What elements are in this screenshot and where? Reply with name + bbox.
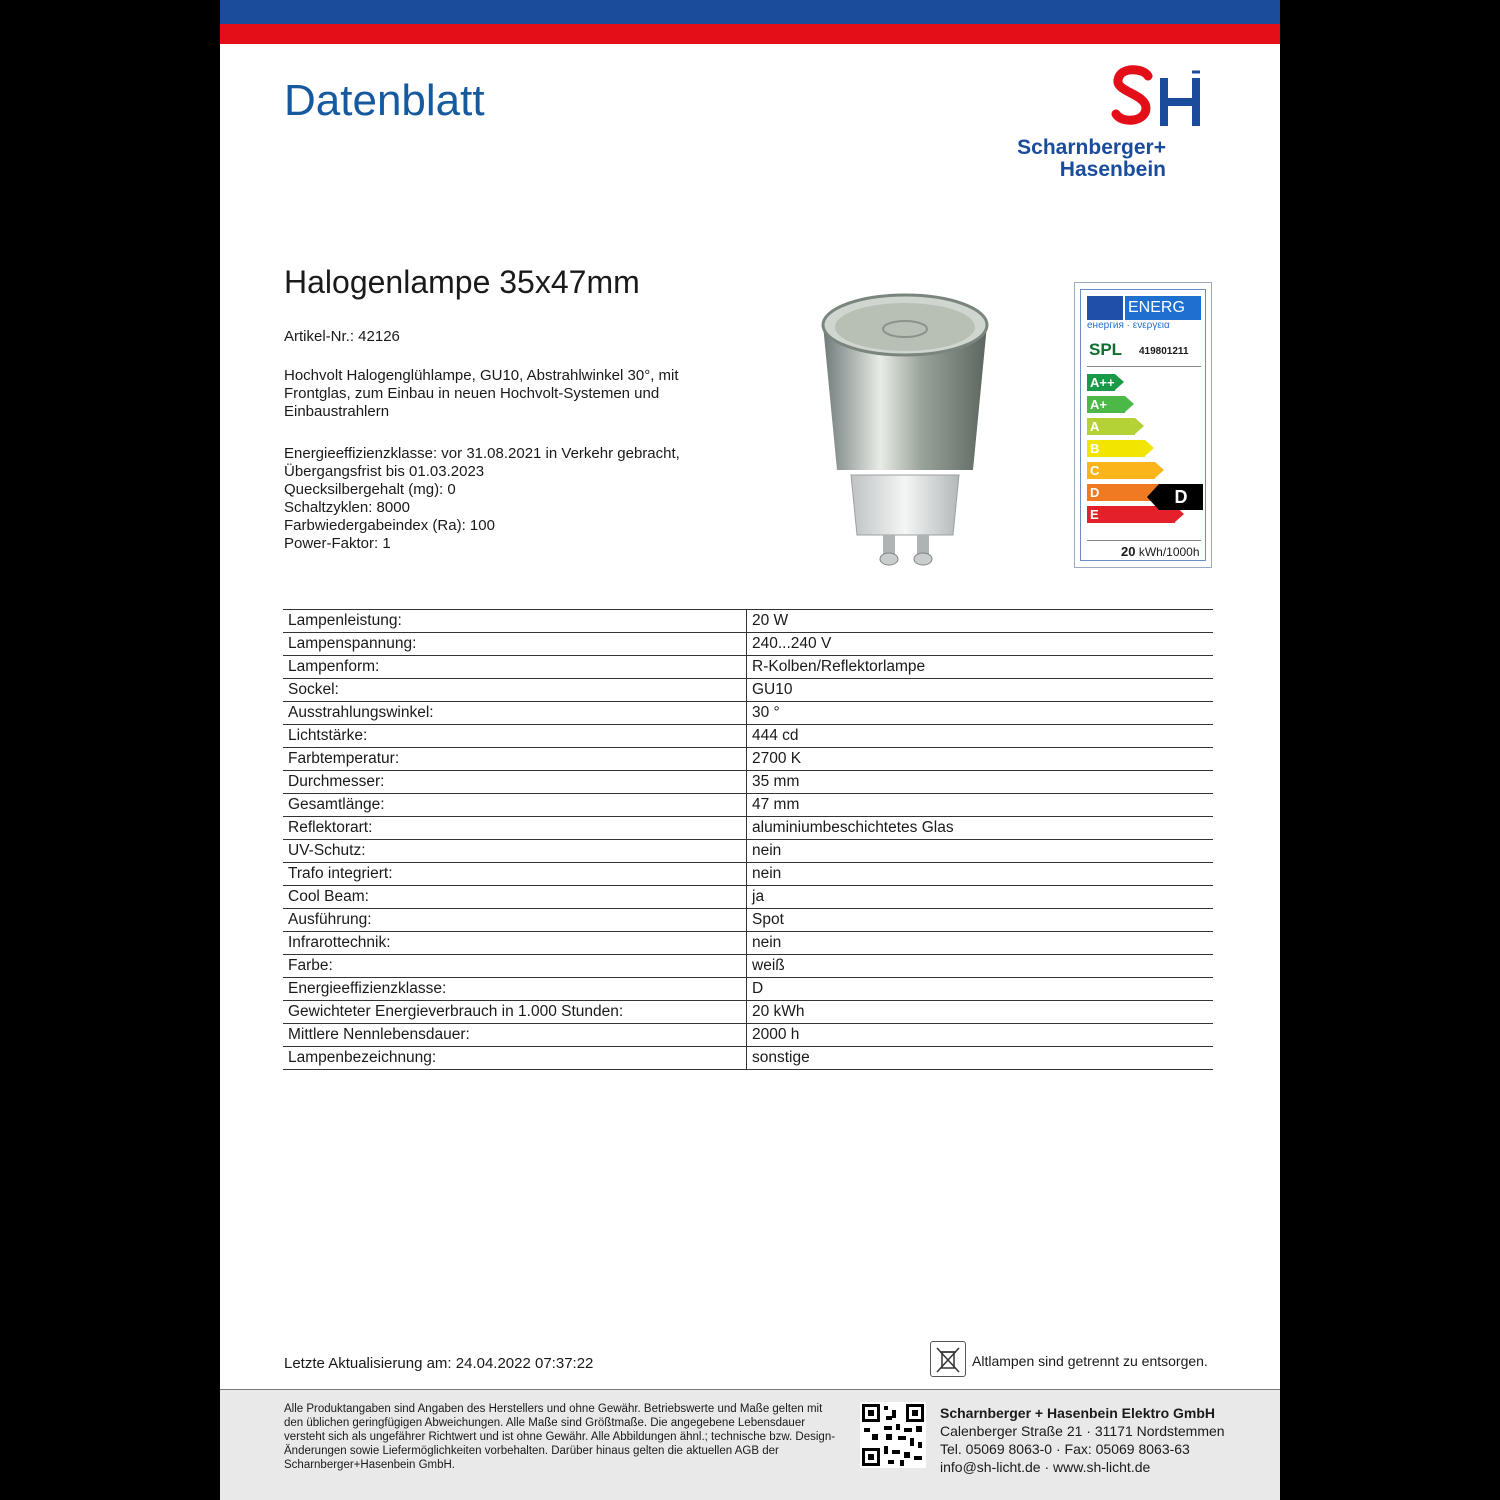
company-contact [940,1404,1225,1476]
spec-row [283,932,1213,955]
spec-key: Ausstrahlungswinkel: [283,702,747,725]
spec-key: Farbe: [283,955,747,978]
spec-row [283,909,1213,932]
header-red-band [220,24,1280,44]
spec-key: Sockel: [283,679,747,702]
spec-row [283,679,1213,702]
property-line: Farbwiedergabeindex (Ra): 100 [284,517,495,534]
spec-key: Ausführung: [283,909,747,932]
spec-row [283,955,1213,978]
spec-row [283,886,1213,909]
energy-class-bar: A [1087,418,1135,435]
energy-consumption [1121,544,1200,559]
spec-value: Spot [747,909,1214,932]
energy-label-frame [1080,289,1206,561]
spec-row [283,978,1213,1001]
spec-key: Gesamtlänge: [283,794,747,817]
property-line: Energieeffizienzklasse: vor 31.08.2021 in Verkehr gebracht, [284,445,680,462]
energy-class-bar: D [1087,484,1165,501]
spec-key: Energieeffizienzklasse: [283,978,747,1001]
spec-row [283,1024,1213,1047]
spec-key: UV-Schutz: [283,840,747,863]
footer [220,1389,1280,1500]
disposal-note: Altlampen sind getrennt zu entsorgen. [972,1353,1208,1369]
spec-key: Farbtemperatur: [283,748,747,771]
spec-row [283,817,1213,840]
spec-value: 444 cd [747,725,1214,748]
property-line: Übergangsfrist bis 01.03.2023 [284,463,485,480]
spec-value: 20 kWh [747,1001,1214,1024]
spec-row [283,771,1213,794]
spec-value: 2700 K [747,748,1214,771]
spec-key: Lampenbezeichnung: [283,1047,747,1070]
energy-consumption-value: 20 [1121,544,1136,559]
spec-value: 30 ° [747,702,1214,725]
company-name: Scharnberger + Hasenbein Elektro GmbH [940,1405,1216,1421]
energy-label-divider [1087,540,1201,541]
spec-row [283,725,1213,748]
company-phone: Tel. 05069 8063-0 · Fax: 05069 8063-63 [940,1441,1190,1457]
energy-label-divider [1087,366,1201,367]
logo-line-1: Scharnberger+ [1017,136,1166,159]
energy-label-languages: енергия · ενεργεια [1087,320,1170,331]
spec-value: 35 mm [747,771,1214,794]
energy-class-bar: A+ [1087,396,1125,413]
company-address: Calenberger Straße 21 · 31171 Nordstemmen [940,1423,1225,1439]
spec-row [283,702,1213,725]
spec-key: Lampenform: [283,656,747,679]
spec-key: Gewichteter Energieverbrauch in 1.000 Stunden: [283,1001,747,1024]
spec-value: R-Kolben/Reflektorlampe [747,656,1214,679]
product-description: Hochvolt Halogenglühlampe, GU10, Abstrahlwinkel 30°, mit Frontglas, zum Einbau in neuen Hochvolt-Systemen und Einbaustrahlern [284,367,679,420]
spec-table [283,609,1213,1070]
spec-value: D [747,978,1214,1001]
spec-key: Cool Beam: [283,886,747,909]
spec-key: Trafo integriert: [283,863,747,886]
legal-disclaimer: Alle Produktangaben sind Angaben des Herstellers und ohne Gewähr. Betriebswerte und Maße gelten mit den üblichen geringfügigen Abweichungen. Alle Maße sind Größtmaße. Die angegebene Lebensdauer versteht sich als ungefährer Richtwert und ist ohne Gewähr. Alle Abbildungen ähnl.; technische bzw. Design-Änderungen sowie Liefermöglichkeiten vorbehalten. Darüber hinaus gelten die aktuellen AGB der Scharnberger+Hasenbein GmbH. [284,1403,836,1471]
spec-value: weiß [747,955,1214,978]
spec-row [283,794,1213,817]
spec-row [283,656,1213,679]
property-line: Schaltzyklen: 8000 [284,499,410,516]
datasheet-page [220,0,1280,1500]
spec-key: Mittlere Nennlebensdauer: [283,1024,747,1047]
product-image-halogen-lamp [805,285,1005,585]
spec-key: Lampenspannung: [283,633,747,656]
spec-value: ja [747,886,1214,909]
spec-value: 240...240 V [747,633,1214,656]
energy-label-model: 419801211 [1139,346,1189,357]
sh-logo-mark [1108,64,1218,130]
eu-flag-icon [1087,296,1123,320]
property-line: Power-Faktor: 1 [284,535,391,552]
spec-row [283,1001,1213,1024]
spec-value: 20 W [747,610,1214,633]
spec-row [283,633,1213,656]
spec-key: Reflektorart: [283,817,747,840]
energy-class-bar: E [1087,506,1175,523]
last-update: Letzte Aktualisierung am: 24.04.2022 07:37:22 [284,1355,594,1372]
page-title: Datenblatt [284,76,485,125]
spec-key: Lampenleistung: [283,610,747,633]
product-properties [284,445,754,553]
spec-value: 2000 h [747,1024,1214,1047]
spec-value: nein [747,863,1214,886]
spec-key: Durchmesser: [283,771,747,794]
spec-value: 47 mm [747,794,1214,817]
energy-consumption-unit: kWh/1000h [1138,545,1200,559]
logo-line-2: Hasenbein [1059,158,1166,181]
energy-label-brand: SPL [1089,340,1123,359]
company-logo [978,64,1218,194]
article-number: Artikel-Nr.: 42126 [284,328,400,345]
qr-code-icon [860,1402,926,1468]
energy-current-class: D [1159,484,1203,510]
energy-class-bar: C [1087,462,1155,479]
spec-row [283,1047,1213,1070]
spec-key: Infrarottechnik: [283,932,747,955]
product-title: Halogenlampe 35x47mm [284,264,640,300]
energy-label-energ: ENERG [1125,296,1201,320]
spec-value: sonstige [747,1047,1214,1070]
spec-key: Lichtstärke: [283,725,747,748]
spec-value: nein [747,932,1214,955]
spec-row [283,610,1213,633]
spec-value: GU10 [747,679,1214,702]
spec-value: nein [747,840,1214,863]
energy-class-bar: B [1087,440,1145,457]
spec-row [283,863,1213,886]
property-line: Quecksilbergehalt (mg): 0 [284,481,456,498]
crossed-out-bin-icon [930,1341,966,1377]
spec-value: aluminiumbeschichtetes Glas [747,817,1214,840]
company-web: info@sh-licht.de · www.sh-licht.de [940,1459,1151,1475]
energy-class-bar: A++ [1087,374,1115,391]
spec-row [283,748,1213,771]
energy-label [1074,282,1212,568]
spec-row [283,840,1213,863]
header-blue-band [220,0,1280,24]
